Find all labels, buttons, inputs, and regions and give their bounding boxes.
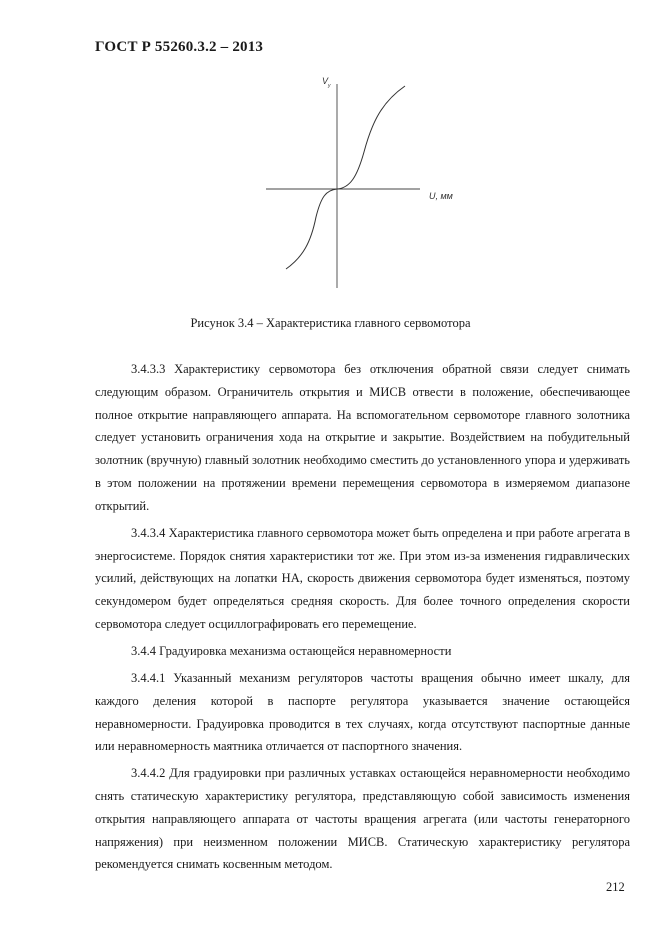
section-heading-3-4-4: 3.4.4 Градуировка механизма остающейся неравномерности bbox=[131, 643, 452, 658]
paragraph-3-4-3-3: 3.4.3.3 Характеристику сервомотора без отключения обратной связи следует снимать следующим образом. Ограничитель открытия и МИСВ отвести в положение, обеспечивающее полное открытие направляющего аппарата. На вспомогательном сервомоторе главного золотника следует установить ограничения хода на открытие и закрытие. Воздействием на побудительный золотник (вручную) главный золотник необходимо сместить до установленного упора и удерживать в этом положении на протяжении времени перемещения сервомотора в измеряемом диапазоне открытий. bbox=[95, 362, 630, 513]
y-axis-label-subscript: у bbox=[328, 83, 331, 89]
page-number: 212 bbox=[606, 880, 625, 894]
paragraph-3-4-3-4: 3.4.3.4 Характеристика главного сервомотора может быть определена и при работе агрегата в энергосистеме. Порядок снятия характеристики тот же. При этом из-за изменения гидравлических усилий, действующих на лопатки НА, скорость движения сервомотора будет изменяться, поэтому секундомером будет определяться средняя скорость. Для более точного определения скорости сервомотора следует осциллографировать его перемещение. bbox=[95, 525, 630, 631]
x-axis-label: U, мм bbox=[429, 191, 453, 201]
document-header: ГОСТ Р 55260.3.2 – 2013 bbox=[95, 39, 264, 55]
characteristic-curve bbox=[286, 86, 405, 269]
servomotor-characteristic-figure bbox=[258, 72, 468, 292]
figure-caption: Рисунок 3.4 – Характеристика главного сервомотора bbox=[190, 316, 471, 330]
paragraph-3-4-4-1: 3.4.4.1 Указанный механизм регуляторов частоты вращения обычно имеет шкалу, для каждого деления которой в паспорте регулятора указывается значение остающейся неравномерности. Градуировка проводится в тех случаях, когда отсутствуют паспортные данные или неравномерность маятника отличается от паспортного значения. bbox=[95, 670, 630, 754]
paragraph-3-4-4-2: 3.4.4.2 Для градуировки при различных уставках остающейся неравномерности необходимо снять статическую характеристику регулятора, представляющую собой зависимость изменения открытия направляющего аппарата от частоты вращения агрегата (или частоты генераторного напряжения) при неизменном положении МИСВ. Статическую характеристику регулятора рекомендуется снимать косвенным методом. bbox=[95, 766, 630, 872]
y-axis-label: V bbox=[322, 76, 329, 86]
body-text bbox=[95, 358, 630, 880]
figure-graphic bbox=[258, 72, 468, 292]
